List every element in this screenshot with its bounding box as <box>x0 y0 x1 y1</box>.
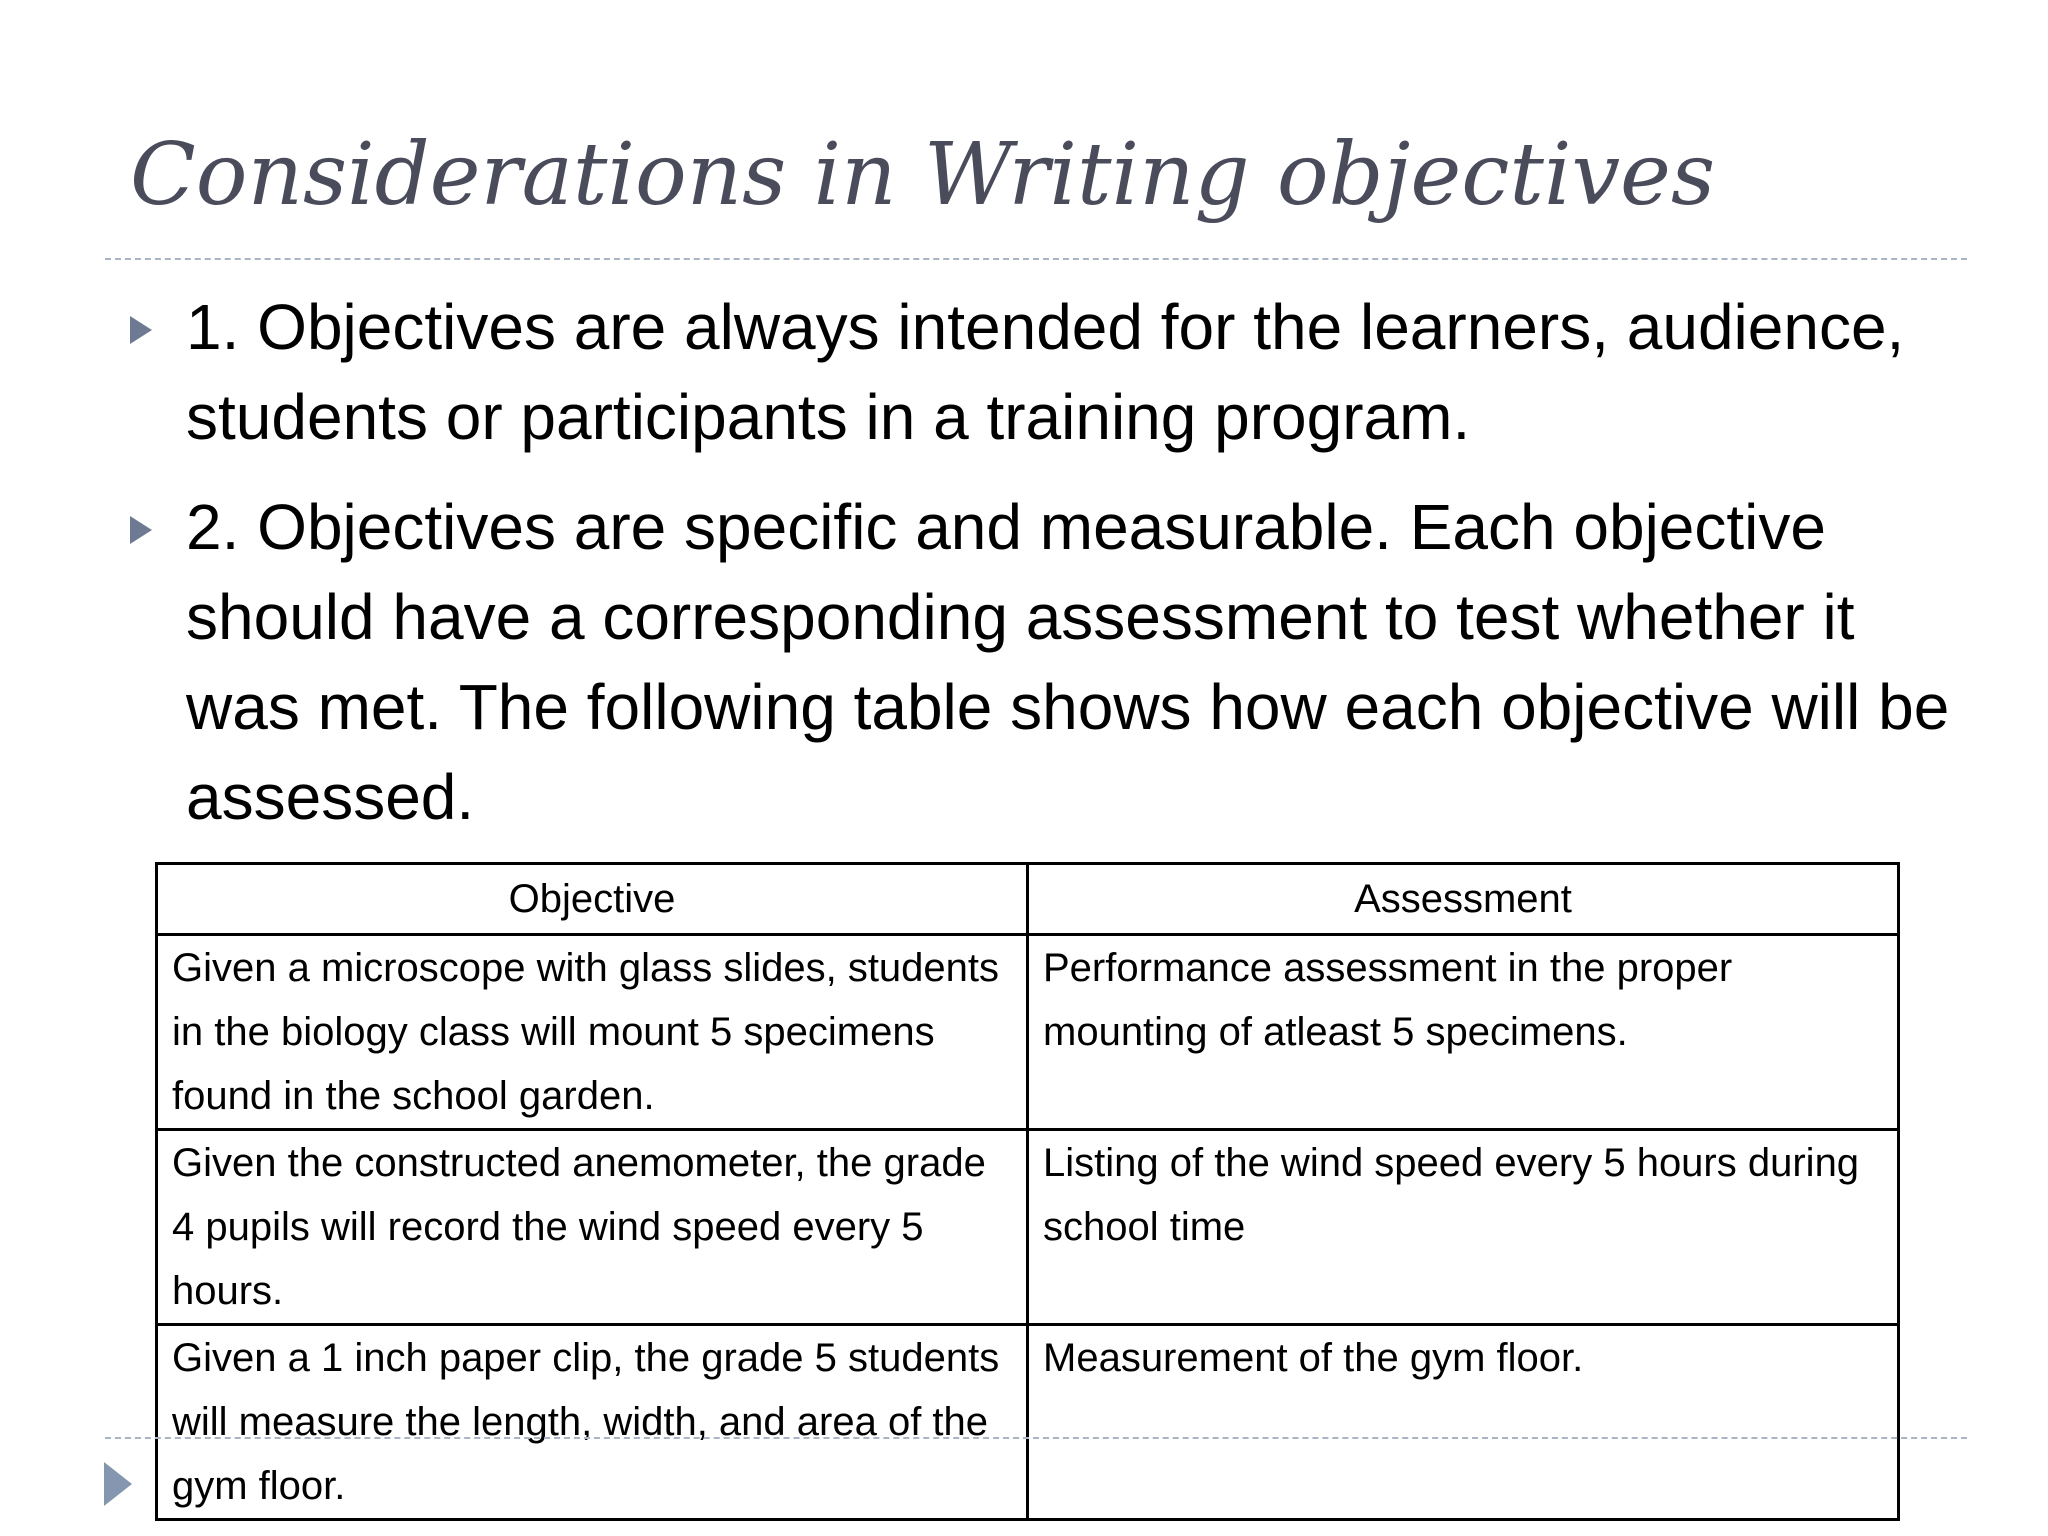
objective-cell: Given a 1 inch paper clip, the grade 5 students will measure the length, width, and area of the gym floor. <box>157 1325 1028 1520</box>
bullet-text: 2. Objectives are specific and measurable. Each objective should have a corresponding assessment to test whether it was met. The following table shows how each objective will be assessed. <box>186 491 1950 833</box>
bullet-text: 1. Objectives are always intended for the learners, audience, students or participants in a training program. <box>186 291 1905 453</box>
bullet-list <box>130 282 1950 862</box>
footer-divider <box>105 1437 1967 1439</box>
objective-cell: Given the constructed anemometer, the grade 4 pupils will record the wind speed every 5 hours. <box>157 1130 1028 1325</box>
table-header-row <box>157 864 1899 935</box>
triangle-right-icon <box>130 516 152 544</box>
table-row <box>157 1130 1899 1325</box>
assessment-cell: Measurement of the gym floor. <box>1028 1325 1899 1520</box>
triangle-right-icon <box>104 1462 132 1506</box>
header-assessment: Assessment <box>1028 864 1899 935</box>
bullet-item <box>130 282 1950 462</box>
header-objective: Objective <box>157 864 1028 935</box>
assessment-cell: Listing of the wind speed every 5 hours during school time <box>1028 1130 1899 1325</box>
objective-cell: Given a microscope with glass slides, students in the biology class will mount 5 specimens found in the school garden. <box>157 935 1028 1130</box>
title-divider <box>105 258 1967 260</box>
assessment-cell: Performance assessment in the proper mounting of atleast 5 specimens. <box>1028 935 1899 1130</box>
bullet-item <box>130 482 1950 842</box>
table-row <box>157 935 1899 1130</box>
triangle-right-icon <box>130 316 152 344</box>
slide-title: Considerations in Writing objectives <box>130 125 1716 225</box>
table-row <box>157 1325 1899 1520</box>
objective-assessment-table <box>155 862 1900 1521</box>
